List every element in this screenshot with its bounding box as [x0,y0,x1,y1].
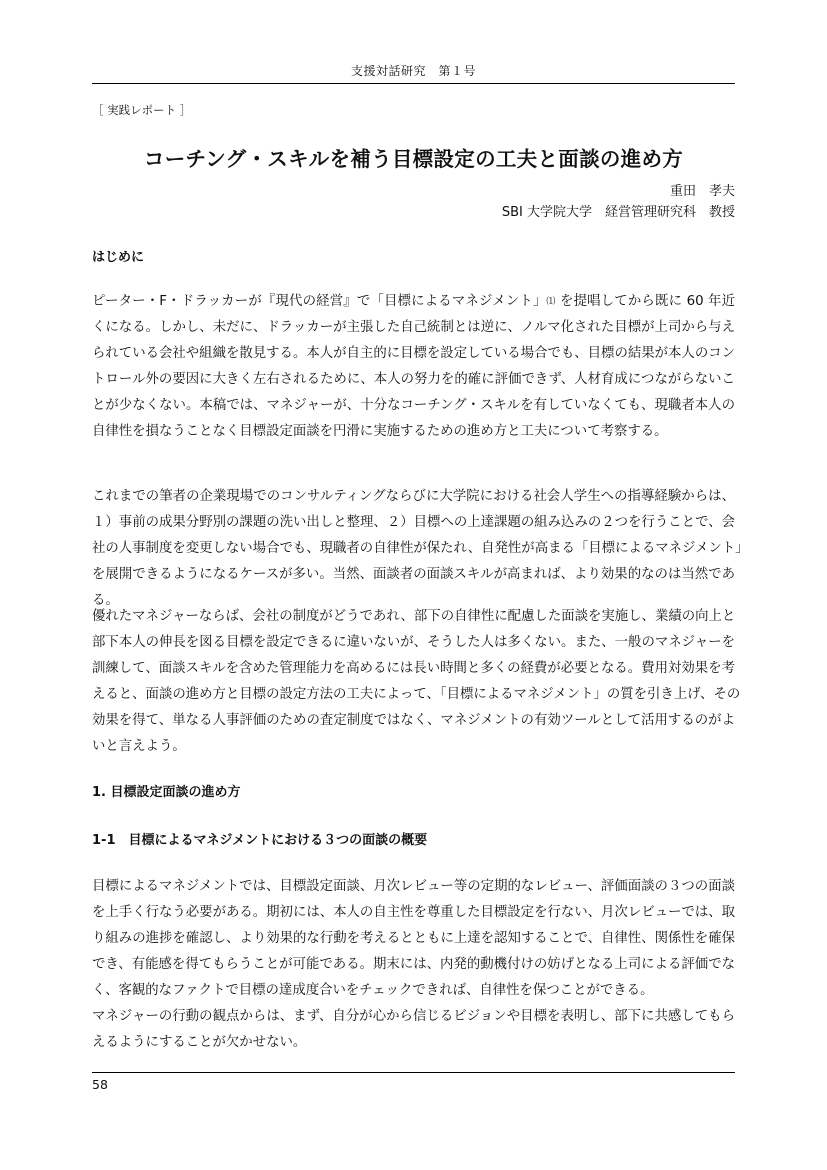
paragraph-line: 効果を得て、単なる人事評価のための査定制度ではなく、マネジメントの有効ツールとして活用するのがよ [92,713,735,728]
paper-title: コーチング・スキルを補う目標設定の工夫と面談の進め方 [143,147,684,171]
paragraph-intro-1 [92,289,735,445]
paragraph-section-1-1 [92,874,735,1056]
paragraph-intro-2 [92,484,749,614]
paragraph-line: 目標によるマネジメントでは、目標設定面談、月次レビュー等の定期的なレビュー、評価面談の３つの面談 [92,879,735,894]
paragraph-line: を上手く行なう必要がある。期初には、本人の自主性を尊重した目標設定を行ない、月次レビューでは、取 [92,905,735,920]
paragraph-line: トロール外の要因に大きく左右されるために、本人の努力を的確に評価できず、人材育成につながらないこ [92,372,735,387]
paragraph-line: くになる。しかし、未だに、ドラッカーが主張した自己統制とは逆に、ノルマ化された目標が上司から与え [92,320,735,335]
paragraph-line: でき、有能感を得てもらうことが可能である。期末には、内発的動機付けの妨げとなる上司による評価でな [92,957,735,972]
paragraph-intro-3 [92,604,741,760]
paragraph-line: １）事前の成果分野別の課題の洗い出しと整理、２）目標への上達課題の組み込みの２つを行うことで、会 [92,515,735,530]
paragraph-line: 社の人事制度を変更しない場合でも、現職者の自律性が保たれ、自発性が高まる「目標によるマネジメント」 [92,541,749,556]
paragraph-line: られている会社や組織を散見する。本人が自主的に目標を設定している場合でも、目標の結果が本人のコン [92,346,735,361]
paragraph-line: えると、面談の進め方と目標の設定方法の工夫によって、「目標によるマネジメント」の質を引き上げ、その [92,687,741,702]
author-affiliation: SBI 大学院大学 経営管理研究科 教授 [501,205,735,220]
paragraph-line: これまでの筆者の企業現場でのコンサルティングならびに大学院における社会人学生への指導経験からは、 [92,489,735,504]
paragraph-line: 訓練して、面談スキルを含めた管理能力を高めるには長い時間と多くの経費が必要となる。費用対効果を考 [92,661,735,676]
paragraph-line: えるようにすることが欠かせない。 [92,1035,307,1050]
paragraph-line: とが少なくない。本稿では、マネジャーが、十分なコーチング・スキルを有していなくても、現職者本人の [92,398,735,413]
paragraph-line: 優れたマネジャーならば、会社の制度がどうであれ、部下の自律性に配慮した面談を実施し、業績の向上と [92,609,736,624]
heading-section-1-1: 1-1 目標によるマネジメントにおける３つの面談の概要 [92,833,428,848]
heading-section-1: 1. 目標設定面談の進め方 [92,785,241,800]
author-name: 重田 孝夫 [669,184,735,199]
paragraph-line: 自律性を損なうことなく目標設定面談を円滑に実施するための進め方と工夫について考察する。 [92,424,668,439]
paragraph-line: マネジャーの行動の観点からは、まず、自分が心から信じるビジョンや目標を表明し、部下に共感してもら [92,1009,735,1024]
header-rule [92,83,735,84]
heading-intro: はじめに [92,250,145,265]
section-label: ［ 実践レポート ］ [92,103,192,117]
reference-marker: ⑴ [546,297,556,307]
paragraph-line: を展開できるようになるケースが多い。当然、面談者の面談スキルが高まれば、より効果的なのは当然であ [92,567,735,582]
paragraph-line: いと言えよう。 [92,739,186,754]
page-number: 58 [92,1077,108,1092]
running-header: 支援対話研究 第１号 [350,64,476,78]
paragraph-line: 部下本人の伸長を図る目標を設定できるに違いないが、そうした人は多くない。また、一般のマネジャーを [92,635,735,650]
paragraph-line: り組みの進捗を確認し、より効果的な行動を考えるとともに上達を認知することで、自律性、関係性を確保 [92,931,735,946]
footer-rule [92,1072,735,1073]
paragraph-line: ピーター・F・ドラッカーが『現代の経営』で「目標によるマネジメント」⑴ を提唱してから既に 60 年近 [92,294,735,309]
paragraph-line: る。 [92,593,119,608]
paragraph-line: く、客観的なファクトで目標の達成度合いをチェックできれば、自律性を保つことができる。 [92,983,654,998]
